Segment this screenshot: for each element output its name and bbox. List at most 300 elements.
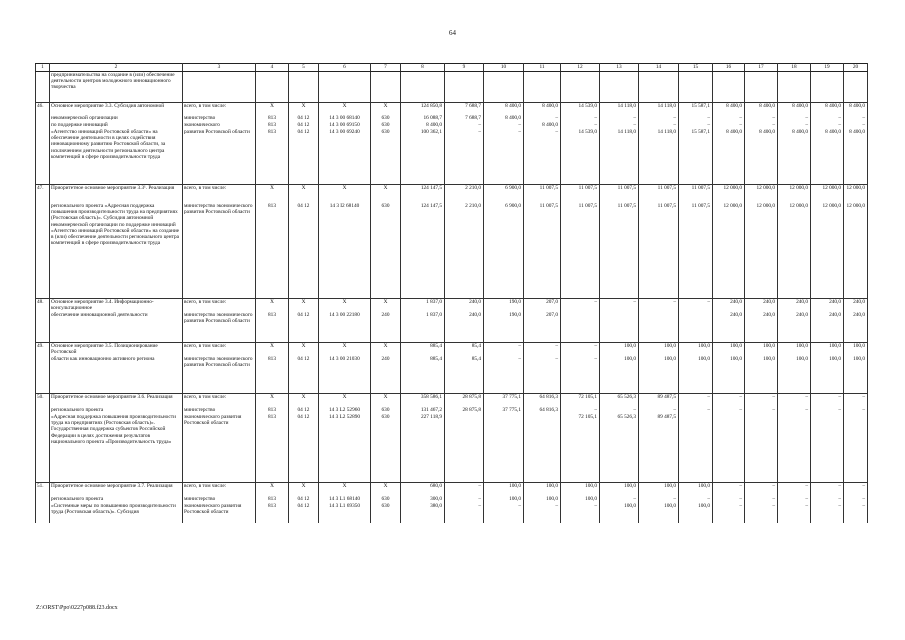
table-cell: 630 — [371, 115, 401, 122]
table-cell: Х — [256, 185, 289, 204]
table-row — [36, 356, 868, 394]
table-cell — [36, 312, 50, 343]
table-cell: 630 — [371, 496, 401, 503]
table-cell: 12 000,0 — [713, 203, 745, 299]
table-cell: 131 467,2 — [401, 407, 445, 414]
table-cell: – — [778, 115, 811, 122]
column-number-header: 19 — [811, 64, 844, 72]
table-cell: 72 105,1 — [561, 414, 600, 483]
table-cell: – — [445, 483, 484, 497]
table-cell — [844, 72, 868, 103]
table-cell: 8 400,0 — [844, 129, 868, 185]
table-cell: развития Ростовской области — [183, 129, 256, 185]
table-cell: – — [639, 407, 679, 414]
table-cell: некоммерческой организации — [50, 115, 183, 122]
page-number: 64 — [449, 29, 456, 37]
column-number-header: 4 — [256, 64, 289, 72]
table-cell: предпринимательства на создание в (или) обеспечение деятельности центров молодежного инновационного творчества — [50, 72, 183, 103]
column-number-header: 7 — [371, 64, 401, 72]
table-cell: Х — [371, 394, 401, 408]
table-cell: 14 3 00 22180 — [319, 312, 371, 343]
table-cell: – — [484, 503, 524, 523]
table-cell: 100,0 — [600, 343, 639, 357]
table-cell: 100,0 — [639, 343, 679, 357]
table-cell — [561, 312, 600, 343]
column-number-header: 2 — [50, 64, 183, 72]
column-number-header: 5 — [289, 64, 319, 72]
budget-table — [35, 63, 868, 523]
table-cell — [36, 203, 50, 299]
table-cell — [36, 407, 50, 414]
table-cell — [713, 414, 745, 483]
table-cell: Приоритетное основное мероприятие 3.3¹. Реализация — [50, 185, 183, 204]
table-cell: Х — [319, 483, 371, 497]
table-cell: 04 12 — [289, 414, 319, 483]
table-cell: Х — [289, 103, 319, 116]
table-cell: 47. — [36, 185, 50, 204]
table-cell: 100,0 — [600, 483, 639, 497]
table-cell: 12 000,0 — [713, 185, 745, 204]
table-cell: – — [679, 394, 713, 408]
table-cell: Х — [256, 299, 289, 313]
table-cell: – — [745, 407, 778, 414]
table-cell — [36, 503, 50, 523]
table-cell: 100 362,1 — [401, 129, 445, 185]
table-cell: 124 147,5 — [401, 185, 445, 204]
table-cell: 100,0 — [811, 343, 844, 357]
table-cell: – — [524, 503, 561, 523]
table-cell: 12 000,0 — [811, 203, 844, 299]
table-cell: 48. — [36, 299, 50, 313]
column-number-header: 6 — [319, 64, 371, 72]
table-cell: 1 837,0 — [401, 299, 445, 313]
table-cell: «Адресная поддержка повышения производительности труда на предприятиях (Ростовская область)». Государственная поддержка субъектов Российской Федерации в целях достижения результатов национального проекта «Производительность труда» — [50, 414, 183, 483]
table-cell: – — [844, 115, 868, 122]
table-cell: 100,0 — [639, 503, 679, 523]
table-cell: 100,0 — [524, 496, 561, 503]
table-cell: 2 210,0 — [445, 185, 484, 204]
table-cell: 100,0 — [713, 343, 745, 357]
table-cell: 813 — [256, 503, 289, 523]
table-row — [36, 394, 868, 408]
table-cell — [811, 414, 844, 483]
table-cell — [639, 72, 679, 103]
table-cell: 8 400,0 — [811, 129, 844, 185]
table-cell: «Системные меры по повышению производительности труда (Ростовская область)». Субсидия — [50, 503, 183, 523]
table-cell: 630 — [371, 122, 401, 129]
table-cell: 04 12 — [289, 122, 319, 129]
table-cell: 04 12 — [289, 312, 319, 343]
table-cell: – — [778, 483, 811, 497]
table-cell: Основное мероприятие 3.5. Позиционирование Ростовской — [50, 343, 183, 357]
table-cell: регионального проекта — [50, 496, 183, 503]
table-cell: Х — [371, 483, 401, 497]
table-cell: всего, в том числе: — [183, 394, 256, 408]
table-cell: 240,0 — [445, 312, 484, 343]
table-cell — [371, 72, 401, 103]
table-cell: экономического развития Ростовской области — [183, 414, 256, 483]
table-cell: – — [561, 356, 600, 394]
table-cell: – — [811, 115, 844, 122]
table-cell: Приоритетное основное мероприятие 3.7. Реализация — [50, 483, 183, 497]
table-cell: – — [844, 122, 868, 129]
table-cell: Х — [256, 103, 289, 116]
table-cell: 64 816,3 — [524, 394, 561, 408]
table-cell: 11 007,5 — [679, 203, 713, 299]
table-cell: 630 — [371, 203, 401, 299]
table-cell: 11 007,5 — [639, 185, 679, 204]
table-cell: 207,0 — [524, 312, 561, 343]
column-number-header: 9 — [445, 64, 484, 72]
table-cell: – — [639, 115, 679, 122]
table-cell: 72 105,1 — [561, 394, 600, 408]
table-cell: 28 875,8 — [445, 394, 484, 408]
table-cell: – — [561, 115, 600, 122]
table-cell: Х — [319, 299, 371, 313]
table-cell: «Агентство инноваций Ростовской области» на обеспечение деятельности в целях содействия инновационному развитию Ростовской области, за исключением деятельности регионального центра компетенций в сфере производительности труда — [50, 129, 183, 185]
table-cell: 190,0 — [484, 299, 524, 313]
table-cell: 240,0 — [844, 299, 868, 313]
table-cell: – — [811, 394, 844, 408]
table-cell: 8 400,0 — [745, 103, 778, 116]
table-cell: 100,0 — [679, 503, 713, 523]
table-cell: 100,0 — [811, 356, 844, 394]
table-cell — [778, 72, 811, 103]
table-cell: – — [679, 299, 713, 313]
table-cell: 14 118,0 — [600, 129, 639, 185]
table-cell: 85,4 — [445, 343, 484, 357]
table-cell: 12 000,0 — [811, 185, 844, 204]
table-cell: 240,0 — [445, 299, 484, 313]
table-cell: 100,0 — [679, 343, 713, 357]
column-number-header: 12 — [561, 64, 600, 72]
table-cell: 14 539,0 — [561, 103, 600, 116]
table-cell: – — [600, 115, 639, 122]
table-cell: 85,4 — [445, 356, 484, 394]
table-cell: 630 — [371, 503, 401, 523]
table-cell: Х — [289, 483, 319, 497]
table-cell: всего, в том числе: — [183, 185, 256, 204]
table-cell — [600, 72, 639, 103]
table-cell: всего, в том числе: — [183, 343, 256, 357]
table-cell: – — [445, 122, 484, 129]
table-cell: – — [713, 503, 745, 523]
table-cell: 240,0 — [713, 299, 745, 313]
table-cell: 12 000,0 — [778, 203, 811, 299]
table-cell: – — [561, 503, 600, 523]
table-cell: всего, в том числе: — [183, 103, 256, 116]
table-cell: экономического — [183, 122, 256, 129]
column-number-header: 10 — [484, 64, 524, 72]
table-cell: – — [561, 299, 600, 313]
table-cell: 630 — [371, 129, 401, 185]
table-cell — [778, 414, 811, 483]
table-cell: 14 3 L2 52960 — [319, 407, 371, 414]
table-cell: министерство — [183, 496, 256, 503]
table-cell — [36, 129, 50, 185]
table-cell: 100,0 — [745, 356, 778, 394]
table-cell: 813 — [256, 407, 289, 414]
table-cell: 680,0 — [401, 483, 445, 497]
table-cell — [844, 414, 868, 483]
table-cell: 100,0 — [844, 343, 868, 357]
table-cell: Х — [289, 394, 319, 408]
table-row — [36, 483, 868, 497]
table-cell: 207,0 — [524, 299, 561, 313]
table-cell: 8 400,0 — [844, 103, 868, 116]
table-cell: министерство — [183, 407, 256, 414]
table-row — [36, 503, 868, 523]
table-cell: – — [778, 503, 811, 523]
table-cell: 885,4 — [401, 343, 445, 357]
table-cell: – — [561, 407, 600, 414]
table-cell: 04 12 — [289, 129, 319, 185]
table-row — [36, 103, 868, 116]
table-cell: 124 850,8 — [401, 103, 445, 116]
table-cell: всего, в том числе: — [183, 299, 256, 313]
table-cell: 240 — [371, 312, 401, 343]
table-cell: – — [600, 407, 639, 414]
table-cell: всего, в том числе: — [183, 483, 256, 497]
file-path-footer: Z:\ORST\Ppo\0227p088.f23.docx — [36, 605, 118, 611]
table-row — [36, 414, 868, 483]
table-cell: 11 007,5 — [600, 185, 639, 204]
table-cell: – — [524, 115, 561, 122]
table-cell: – — [445, 129, 484, 185]
table-cell: Х — [371, 299, 401, 313]
table-cell: Х — [289, 185, 319, 204]
table-cell: 14 118,0 — [600, 103, 639, 116]
table-cell: – — [600, 122, 639, 129]
table-cell: 8 400,0 — [524, 103, 561, 116]
table-cell: 89 487,5 — [639, 394, 679, 408]
table-cell: 16 088,7 — [401, 115, 445, 122]
table-cell: – — [811, 483, 844, 497]
table-cell: 190,0 — [484, 312, 524, 343]
table-cell: 8 400,0 — [713, 129, 745, 185]
table-cell: Основное мероприятие 3.3. Субсидия автономной — [50, 103, 183, 116]
table-cell: – — [484, 356, 524, 394]
table-cell: 04 12 — [289, 503, 319, 523]
table-cell: 8 400,0 — [778, 129, 811, 185]
table-cell: – — [778, 122, 811, 129]
table-cell — [524, 414, 561, 483]
table-cell: 100,0 — [600, 503, 639, 523]
table-cell: 227 118,9 — [401, 414, 445, 483]
table-cell: 813 — [256, 129, 289, 185]
table-row — [36, 203, 868, 299]
table-cell: – — [713, 115, 745, 122]
table-cell: 100,0 — [844, 356, 868, 394]
table-row — [36, 185, 868, 204]
table-cell — [524, 72, 561, 103]
table-cell — [445, 414, 484, 483]
table-cell: 46. — [36, 103, 50, 116]
table-cell: 14 3 00 69150 — [319, 122, 371, 129]
table-cell: 14 3 00 69240 — [319, 129, 371, 185]
table-cell: Х — [371, 343, 401, 357]
table-cell: Х — [256, 394, 289, 408]
table-cell: 8 400,0 — [484, 115, 524, 122]
table-cell: 7 688,7 — [445, 103, 484, 116]
table-row — [36, 115, 868, 122]
table-cell: 240,0 — [844, 312, 868, 343]
table-cell: 49. — [36, 343, 50, 357]
table-cell: министерство — [183, 115, 256, 122]
table-cell: 100,0 — [484, 496, 524, 503]
table-cell: 14 3 00 21030 — [319, 356, 371, 394]
table-cell: – — [811, 496, 844, 503]
table-cell — [679, 72, 713, 103]
table-cell: 14 3 L1 68140 — [319, 496, 371, 503]
table-cell: 100,0 — [561, 483, 600, 497]
column-number-header: 17 — [745, 64, 778, 72]
table-cell — [36, 122, 50, 129]
table-cell — [484, 414, 524, 483]
table-cell: – — [844, 483, 868, 497]
table-cell: – — [844, 394, 868, 408]
table-cell: 50. — [36, 394, 50, 408]
table-cell — [600, 312, 639, 343]
table-row — [36, 129, 868, 185]
table-cell: министерство экономического развития Ростовской области — [183, 312, 256, 343]
table-cell: Приоритетное основное мероприятие 3.6. Реализация — [50, 394, 183, 408]
table-cell: 15 587,1 — [679, 129, 713, 185]
table-cell: 11 007,5 — [561, 203, 600, 299]
table-cell: 04 12 — [289, 407, 319, 414]
table-cell: регионального проекта — [50, 407, 183, 414]
table-cell: – — [778, 394, 811, 408]
table-cell: 04 12 — [289, 496, 319, 503]
table-cell: Основное мероприятие 3.4. Информационно-консультационное — [50, 299, 183, 313]
table-cell: – — [561, 122, 600, 129]
table-cell: 630 — [371, 407, 401, 414]
table-cell: Х — [319, 394, 371, 408]
table-row — [36, 496, 868, 503]
table-cell: 240,0 — [778, 312, 811, 343]
table-cell: 14 539,0 — [561, 129, 600, 185]
table-cell: 12 000,0 — [778, 185, 811, 204]
table-cell: 8 400,0 — [484, 103, 524, 116]
table-cell: – — [713, 122, 745, 129]
table-cell: – — [844, 407, 868, 414]
table-cell: 37 775,1 — [484, 407, 524, 414]
column-number-header: 3 — [183, 64, 256, 72]
table-cell: Х — [319, 103, 371, 116]
table-cell: 11 007,5 — [524, 203, 561, 299]
table-cell: 14 118,0 — [639, 129, 679, 185]
table-cell: – — [639, 496, 679, 503]
table-cell: – — [778, 496, 811, 503]
table-cell — [289, 72, 319, 103]
table-cell: 124 147,5 — [401, 203, 445, 299]
table-cell: 8 400,0 — [745, 129, 778, 185]
table-cell: – — [745, 496, 778, 503]
table-cell: 813 — [256, 115, 289, 122]
table-cell: 64 816,3 — [524, 407, 561, 414]
table-cell — [639, 312, 679, 343]
table-cell: 8 400,0 — [713, 103, 745, 116]
table-cell: 8 400,0 — [811, 103, 844, 116]
table-cell: обеспечение инновационной деятельности — [50, 312, 183, 343]
table-cell: 6 900,0 — [484, 203, 524, 299]
table-cell: – — [745, 115, 778, 122]
table-cell: – — [713, 483, 745, 497]
table-cell: – — [679, 122, 713, 129]
table-cell: Х — [319, 343, 371, 357]
table-cell: 100,0 — [713, 356, 745, 394]
table-cell: Х — [256, 343, 289, 357]
table-cell — [256, 72, 289, 103]
table-cell: 885,4 — [401, 356, 445, 394]
table-cell: 380,0 — [401, 503, 445, 523]
column-number-header: 13 — [600, 64, 639, 72]
table-cell: – — [445, 496, 484, 503]
table-cell: – — [679, 115, 713, 122]
table-cell: 100,0 — [524, 483, 561, 497]
table-cell: 100,0 — [745, 343, 778, 357]
table-cell — [484, 72, 524, 103]
table-row — [36, 299, 868, 313]
table-row — [36, 407, 868, 414]
table-cell: Х — [289, 299, 319, 313]
table-cell: 11 007,5 — [639, 203, 679, 299]
table-cell — [36, 496, 50, 503]
table-cell: 12 000,0 — [745, 203, 778, 299]
table-cell: 12 000,0 — [844, 203, 868, 299]
table-cell: по поддержке инноваций — [50, 122, 183, 129]
table-cell — [36, 356, 50, 394]
table-cell: 8 400,0 — [778, 103, 811, 116]
table-cell: 240,0 — [745, 312, 778, 343]
table-cell: 15 587,1 — [679, 103, 713, 116]
table-cell: – — [745, 483, 778, 497]
table-cell: 11 007,5 — [561, 185, 600, 204]
table-cell: 100,0 — [679, 483, 713, 497]
table-cell: 813 — [256, 312, 289, 343]
table-cell: – — [679, 407, 713, 414]
table-row — [36, 122, 868, 129]
column-number-header: 11 — [524, 64, 561, 72]
table-cell — [36, 115, 50, 122]
column-number-header: 1 — [36, 64, 50, 72]
table-row — [36, 343, 868, 357]
table-cell: Х — [371, 103, 401, 116]
table-cell: министерство экономического развития Ростовской области — [183, 356, 256, 394]
table-cell: 12 000,0 — [745, 185, 778, 204]
table-cell: – — [524, 343, 561, 357]
table-cell: 2 210,0 — [445, 203, 484, 299]
table-cell: 240,0 — [745, 299, 778, 313]
table-cell: 813 — [256, 414, 289, 483]
table-cell: 100,0 — [639, 356, 679, 394]
table-cell: 51. — [36, 483, 50, 497]
table-cell: – — [639, 299, 679, 313]
table-cell — [319, 72, 371, 103]
table-cell — [811, 72, 844, 103]
table-cell: – — [811, 407, 844, 414]
table-cell: – — [484, 122, 524, 129]
table-cell — [745, 414, 778, 483]
table-cell: 65 526,3 — [600, 414, 639, 483]
table-cell: – — [844, 503, 868, 523]
table-cell: 813 — [256, 356, 289, 394]
table-cell: – — [600, 299, 639, 313]
table-cell: – — [679, 496, 713, 503]
table-header-row — [36, 64, 868, 72]
table-cell: 240,0 — [713, 312, 745, 343]
table-cell — [713, 72, 745, 103]
